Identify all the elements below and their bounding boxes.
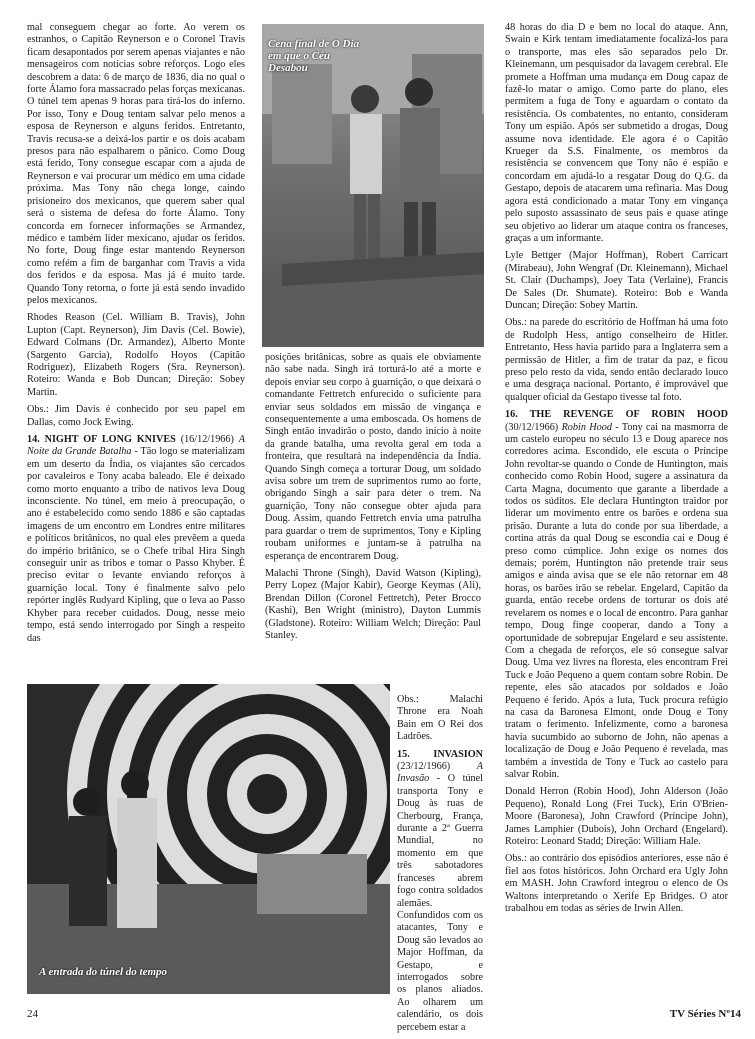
magazine-name: TV Séries Nº14 [669,1008,741,1020]
observation: Obs.: Malachi Throne era Noah Bain em O Rei dos Ladrões. [397,694,483,743]
episode-pt-title: A Noite da Grande Batalha [27,434,245,458]
cast-list: Malachi Throne (Singh), David Watson (Kipling), Perry Lopez (Major Kabir), George Keymas (Ali), Brendan Dillon (Coronel Fettretch), Peter Brocco (Kashi), Ben Wright (ministro), Dayton Lummis (Gladstone). Roteiro: William Welch; Direção: Paul Stanley. [265,567,481,641]
episode-heading: 14. NIGHT OF LONG KNIVES [27,434,176,445]
episode-15 [397,749,483,1034]
cast-list: Rhodes Reason (Cel. William B. Travis), John Lupton (Capt. Reynerson), Jim Davis (Cel. Bowie), Edward Colmans (Dr. Armandez), Alberto Monte (Sargento Garcia), Rodolfo Hoyos (Capitão Rodriguez), Elizabeth Rogers (Sra. Reynerson). Roteiro: Wanda e Bob Duncan; Direção: Sobey Martin. [27,312,245,398]
episode-text: - Tão logo se materializam em um deserto da Índia, os viajantes são cercados por cavaleiros e Tony acaba baleado. Ele é deixado como morto enquanto a tribo de nativos leva Doug inconsciente. No túnel, em meio à preocupação, o ano é estabelecido como sendo 1886 e são captadas imagens de um encontro em Londres entre militares e políticos britânicos, no qual eles prevêem a queda do império britânico, se o Chefe tribal Hira Singh conseguir unir as tribos e tomar o Passo Khyber. É preciso evitar o levante enviando reforços à guarnição local. Tony é finalmente salvo pelo repórter inglês Rudyard Kipling, que o leva ao Passo Khyber para receber cuidados. Doug, nesse meio tempo, está sendo interrogado por Singh a respeito das [27,446,245,644]
photo-illustration [27,684,390,994]
page-number: 24 [27,1008,38,1020]
photo-caption: Cena final de O Dia em que o Céu Desabou [268,38,360,74]
column-3 [505,22,728,920]
observation: Obs.: na parede do escritório de Hoffman há uma foto de Rudolph Hess, antigo conselheiro de Hitler. Entretanto, Hess havia partido para a Inglaterra sem a permissão de Hitler, a fim de tratar da paz, e ficou preso pelo resto da vida, sendo então declarado louco e uma desgraça nacional. Portanto, é improvável que qualquer oficial da Gestapo tivesse tal foto. [505,317,728,403]
cast-list: Donald Herron (Robin Hood), John Alderson (João Pequeno), Ronald Long (Frei Tuck), Erin O'Brien-Moore (Baronesa), John Crawford (Príncipe John), James Lamphier (Dubois), John Orchard (Engelard). Roteiro: Leonard Stadd; Direção: William Hale. [505,786,728,847]
photo-caption: A entrada do túnel do tempo [39,966,168,978]
column-1 [27,22,245,650]
episode-16 [505,409,728,781]
observation: Obs.: ao contrário dos episódios anteriores, esse não é fiel aos fotos históricos. John Orchard era Ugly John em MASH. John Crawford integrou o elenco de Os Waltons interpretando o Xerife Ep Bridges. O ator trabalhou em todas as séries de Irwin Allen. [505,853,728,915]
episode-heading: 15. INVASION [397,748,483,760]
photo-time-tunnel [27,684,390,994]
paragraph: posições britânicas, sobre as quais ele obviamente não sabe nada. Singh irá torturá-lo até a morte e depois enviar seu corpo à guarnição, o que deixará o comandante Fettretch enfurecido o suficiente para enviar seus soldados em missão de vingança e consequentemente a uma emboscada. Os homens de Singh então invadirão o posto, dando início à noite da grande batalha, uma revolta geral em toda a fronteira, que resultará na independência da Índia. Quando Singh começa a torturar Doug, um soldado avisa sobre um trem de suprimentos rumo ao forte, obrigando Singh a sair para deter o trem. Na guarnição, Tony não consegue obter ajuda para Doug. Assim, quando Fettretch envia uma patrulha para guardar o trem de suprimentos, Tony e Kipling roubam uniformes e juntam-se à patrulha na esperança de encontrarem Doug. [265,352,481,562]
column-2 [265,352,481,647]
episode-text: - O túnel transporta Tony e Doug às ruas de Cherbourg, França, durante a 2ª Guerra Mundial, no momento em que três sabotadores franceses abrem fogo contra soldados alemães. Confundidos com os atacantes, Tony e Doug são levados ao Major Hoffman, da Gestapo, e interrogados sobre os planos aliados. Ao olharem um calendário, os dois percebem estar a [397,773,483,1033]
episode-date: (23/12/1966) [397,761,477,773]
episode-date: (16/12/1966) [175,434,239,445]
episode-14 [27,434,245,645]
paragraph: mal conseguem chegar ao forte. Ao verem os estranhos, o Capitão Reynerson e o Coronel Travis ficam desapontados por serem apenas viajantes e não mensageiros com notícias sobre reforços. Logo eles descobrem a data: 6 de março de 1836, dia no qual o forte Álamo fora massacrado pelas forças mexicanas. O túnel tem apenas 9 horas para tirá-los do inferno. Por isso, Tony e Doug tentam salvar pelo menos a esposa de Reynerson e alguns feridos. Entretanto, Travis recusa-se a deixá-los partir e os dois acabam presos para não espalharem o pânico. Como Doug está ferido, Tony consegue escapar com a ajuda de Reynerson e vai procurar um médico em uma cidade próxima. Mas Tony não chega longe, caindo prisioneiro dos mexicanos, que querem saber qual será o sistema de defesa do forte Álamo. Tony concorda em fornecer informações se Armandez, médico e também líder mexicano, ajudar os feridos. No forte, Doug finge estar mantendo Reynerson como refém a fim de barganhar com Travis a vida dos feridos e da esposa. Mas já é muito tarde. Quando Tony retorna, o forte já está sendo invadido pelos mexicanos. [27,22,245,306]
paragraph: 48 horas do dia D e bem no local do ataque. Ann, Swain e Kirk tentam imediatamente focalizá-los para o transporte, mas eles são separados pelo Dr. Kleinemann, um pesquisador da lavagem cerebral. Ele promete a Hoffman uma mudança em Doug capaz de fazê-lo matar o amigo. Como parte do plano, eles permitem a fuga de Tony e aguardam o contato da resistência. Os combatentes, no entanto, consideram Tony um espião. Após ser submetido a drogas, Doug assume nova identidade. Ele agora é o Capitão Krueger da S.S. Finalmente, os membros da resistência se convencem que Tony não é espião e concordam em ajudá-lo a resgatar Doug do Q.G. da Gestapo, depois de atacarem uma refinaria. Mas Doug agora está condicionado a matar Tony em vingança pelo suposto assassinato de seus pais e quase atinge seu objetivo ao liderar um ataque contra os franceses, graças a um informante. [505,22,728,244]
episode-heading: 16. THE REVENGE OF ROBIN HOOD [505,409,728,421]
episode-pt-title: A Invasão [397,761,483,785]
episode-date: (30/12/1966) [505,421,562,433]
cast-list: Lyle Bettger (Major Hoffman), Robert Carricart (Mirabeau), John Wengraf (Dr. Kleinemann), Michael St. Clair (Duchamps), Joey Tata (Verlaine), Francis De Sales (Dr. Shumate). Roteiro: Bob e Wanda Duncan; Direção: Sobey Martin. [505,250,728,311]
episode-text: - Tony cai na masmorra de um castelo europeu no século 13 e Doug aparece nos corredores acima. Escondido, ele escuta o Príncipe John revoltar-se quando o Conde de Huntington, mais conhecido como Robin Hood, sugere a assinatura da Carta Magna, documento que garante a liberdade a todos os súditos. Ele declara Huntington traidor por liderar um movimento entre os barões e ordena sua prisão. Durante a luta do conde por sua liberdade, a cortina atrás da qual Doug se escondia cai e Doug é preso como cúmplice. John exige os nomes dos demais; porém, Huntington não pretende trair seus amigos e ainda avisa que se ele não retornar em 48 horas, os barões irão se rebelar. Engelard, Capitão da guarda, então recebe ordens de torturar os dois até revelarem os nomes e o local de encontro. Para ganhar tempo, Doug finge cooperar, dando a Tony a oportunidade de sobrepujar Engelard e seu assistente. Com a chegada de reforços, ele só consegue salvar Doug. Uma vez livres na floresta, eles encontram Frei Tuck e João Pequeno a quem contam sobre Robin. De repente, eles são atacados por soldados e João Pequeno é ferido. Após a luta, Tuck procura refúgio na casa da Baronesa Elmont, onde Doug e Tony tratam o ferimento. Infelizmente, como a baronesa havia sucumbido ao suborno de John, não apenas a localização de Doug e João Pequeno é revelada, mas também a investida de Tony e Tuck ao castelo para salvar Robin. [505,421,729,780]
column-2b [397,690,483,1039]
episode-pt-title: Robin Hood [561,421,612,433]
observation: Obs.: Jim Davis é conhecido por seu papel em Dallas, como Jock Ewing. [27,404,245,428]
photo-final-scene [262,24,484,347]
